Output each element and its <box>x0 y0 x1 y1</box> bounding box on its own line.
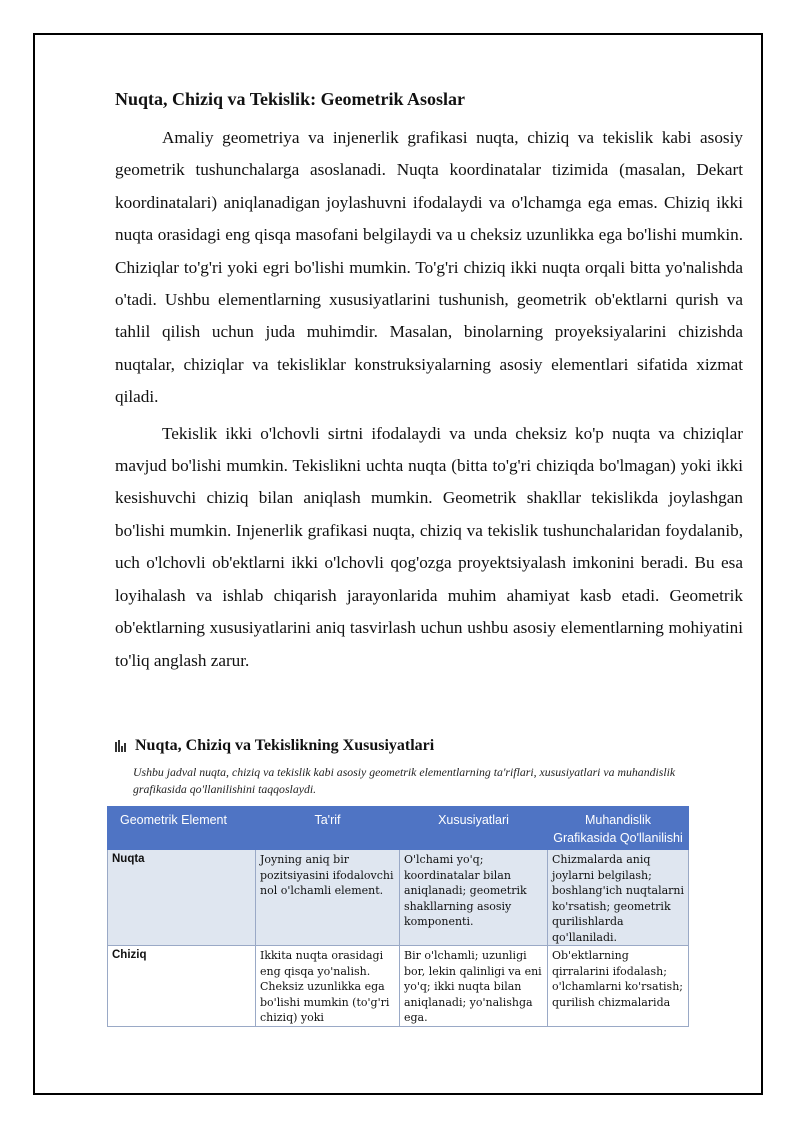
table-cell-definition: Ikkita nuqta orasidagi eng qisqa yo'nalish. Cheksiz uzunlikka ega bo'lishi mumkin (to'g'ri chiziq) yoki <box>256 946 400 1027</box>
table-header-row <box>108 807 689 850</box>
table-row <box>108 850 689 946</box>
column-header: Geometrik Element <box>108 807 256 850</box>
column-header: Xususiyatlari <box>400 807 548 850</box>
table-heading-text: Nuqta, Chiziq va Tekislikning Xususiyatlari <box>135 737 435 754</box>
table-section-heading <box>115 736 434 756</box>
table-caption: Ushbu jadval nuqta, chiziq va tekislik kabi asosiy geometrik elementlarning ta'riflari, xususiyatlari va muhandislik grafikasida qo'llanilishini taqqoslaydi. <box>133 765 676 796</box>
table-cell-usage: Chizmalarda aniq joylarni belgilash; boshlang'ich nuqtalarni ko'rsatish; geometrik qurilishlarda qo'llaniladi. <box>548 850 689 946</box>
table-cell-element: Nuqta <box>108 850 256 946</box>
document-body <box>115 86 743 681</box>
table-cell-element: Chiziq <box>108 946 256 1027</box>
properties-table <box>107 806 689 1027</box>
paragraph-2: Tekislik ikki o'lchovli sirtni ifodalaydi va unda cheksiz ko'p nuqta va chiziqlar mavjud bo'lishi mumkin. Tekislikni uchta nuqta (bitta to'g'ri chiziqda bo'lmagan) yoki ikki kesishuvchi chiziq bilan aniqlash mumkin. Geometrik shakllar tekislikda joylashgan bo'lishi mumkin. Injenerlik grafikasi nuqta, chiziq va tekislik tushunchalaridan foydalanib, uch o'lchovli ob'ektlarni ikki o'lchovli qog'ozga proyektsiyalash imkonini beradi. Bu esa loyihalash va ishlab chiqarish jarayonlarida muhim ahamiyat kasb etadi. Geometrik ob'ektlarning xususiyatlarini aniq tasvirlash uchun ushbu asosiy elementlarning mohiyatini to'liq anglash zarur. <box>115 423 743 670</box>
bar-chart-icon <box>115 740 129 752</box>
column-header: Ta'rif <box>256 807 400 850</box>
table-cell-properties: Bir o'lchamli; uzunligi bor, lekin qalinligi va eni yo'q; ikki nuqta bilan aniqlanadi; yo'nalishga ega. <box>400 946 548 1027</box>
table-cell-definition: Joyning aniq bir pozitsiyasini ifodalovchi nol o'lchamli element. <box>256 850 400 946</box>
document-title: Nuqta, Chiziq va Tekislik: Geometrik Asoslar <box>115 89 466 109</box>
paragraph-1: Amaliy geometriya va injenerlik grafikasi nuqta, chiziq va tekislik kabi asosiy geometrik tushunchalarga asoslanadi. Nuqta koordinatalar tizimida (masalan, Dekart koordinatalari) aniqlanadigan joylashuvni ifodalaydi va o'lchamga ega emas. Chiziq ikki nuqta orasidagi eng qisqa masofani belgilaydi va u cheksiz uzunlikka ega bo'lishi mumkin. Chiziqlar to'g'ri yoki egri bo'lishi mumkin. To'g'ri chiziq ikki nuqta orqali bitta yo'nalishda o'tadi. Ushbu elementlarning xususiyatlarini tushunish, geometrik ob'ektlarni qurish va tahlil qilish uchun juda muhimdir. Masalan, binolarning proyeksiyalarini chizishda nuqtalar, chiziqlar va tekisliklar konstruksiyalarning asosiy elementlari sifatida xizmat qiladi. <box>115 128 743 407</box>
table-cell-usage: Ob'ektlarning qirralarini ifodalash; o'lchamlarni ko'rsatish; qurilish chizmalarida <box>548 946 689 1027</box>
table-cell-properties: O'lchami yo'q; koordinatalar bilan aniqlanadi; geometrik shakllarning asosiy komponenti. <box>400 850 548 946</box>
column-header: Muhandislik Grafikasida Qo'llanilishi <box>548 807 689 850</box>
table-row <box>108 946 689 1027</box>
